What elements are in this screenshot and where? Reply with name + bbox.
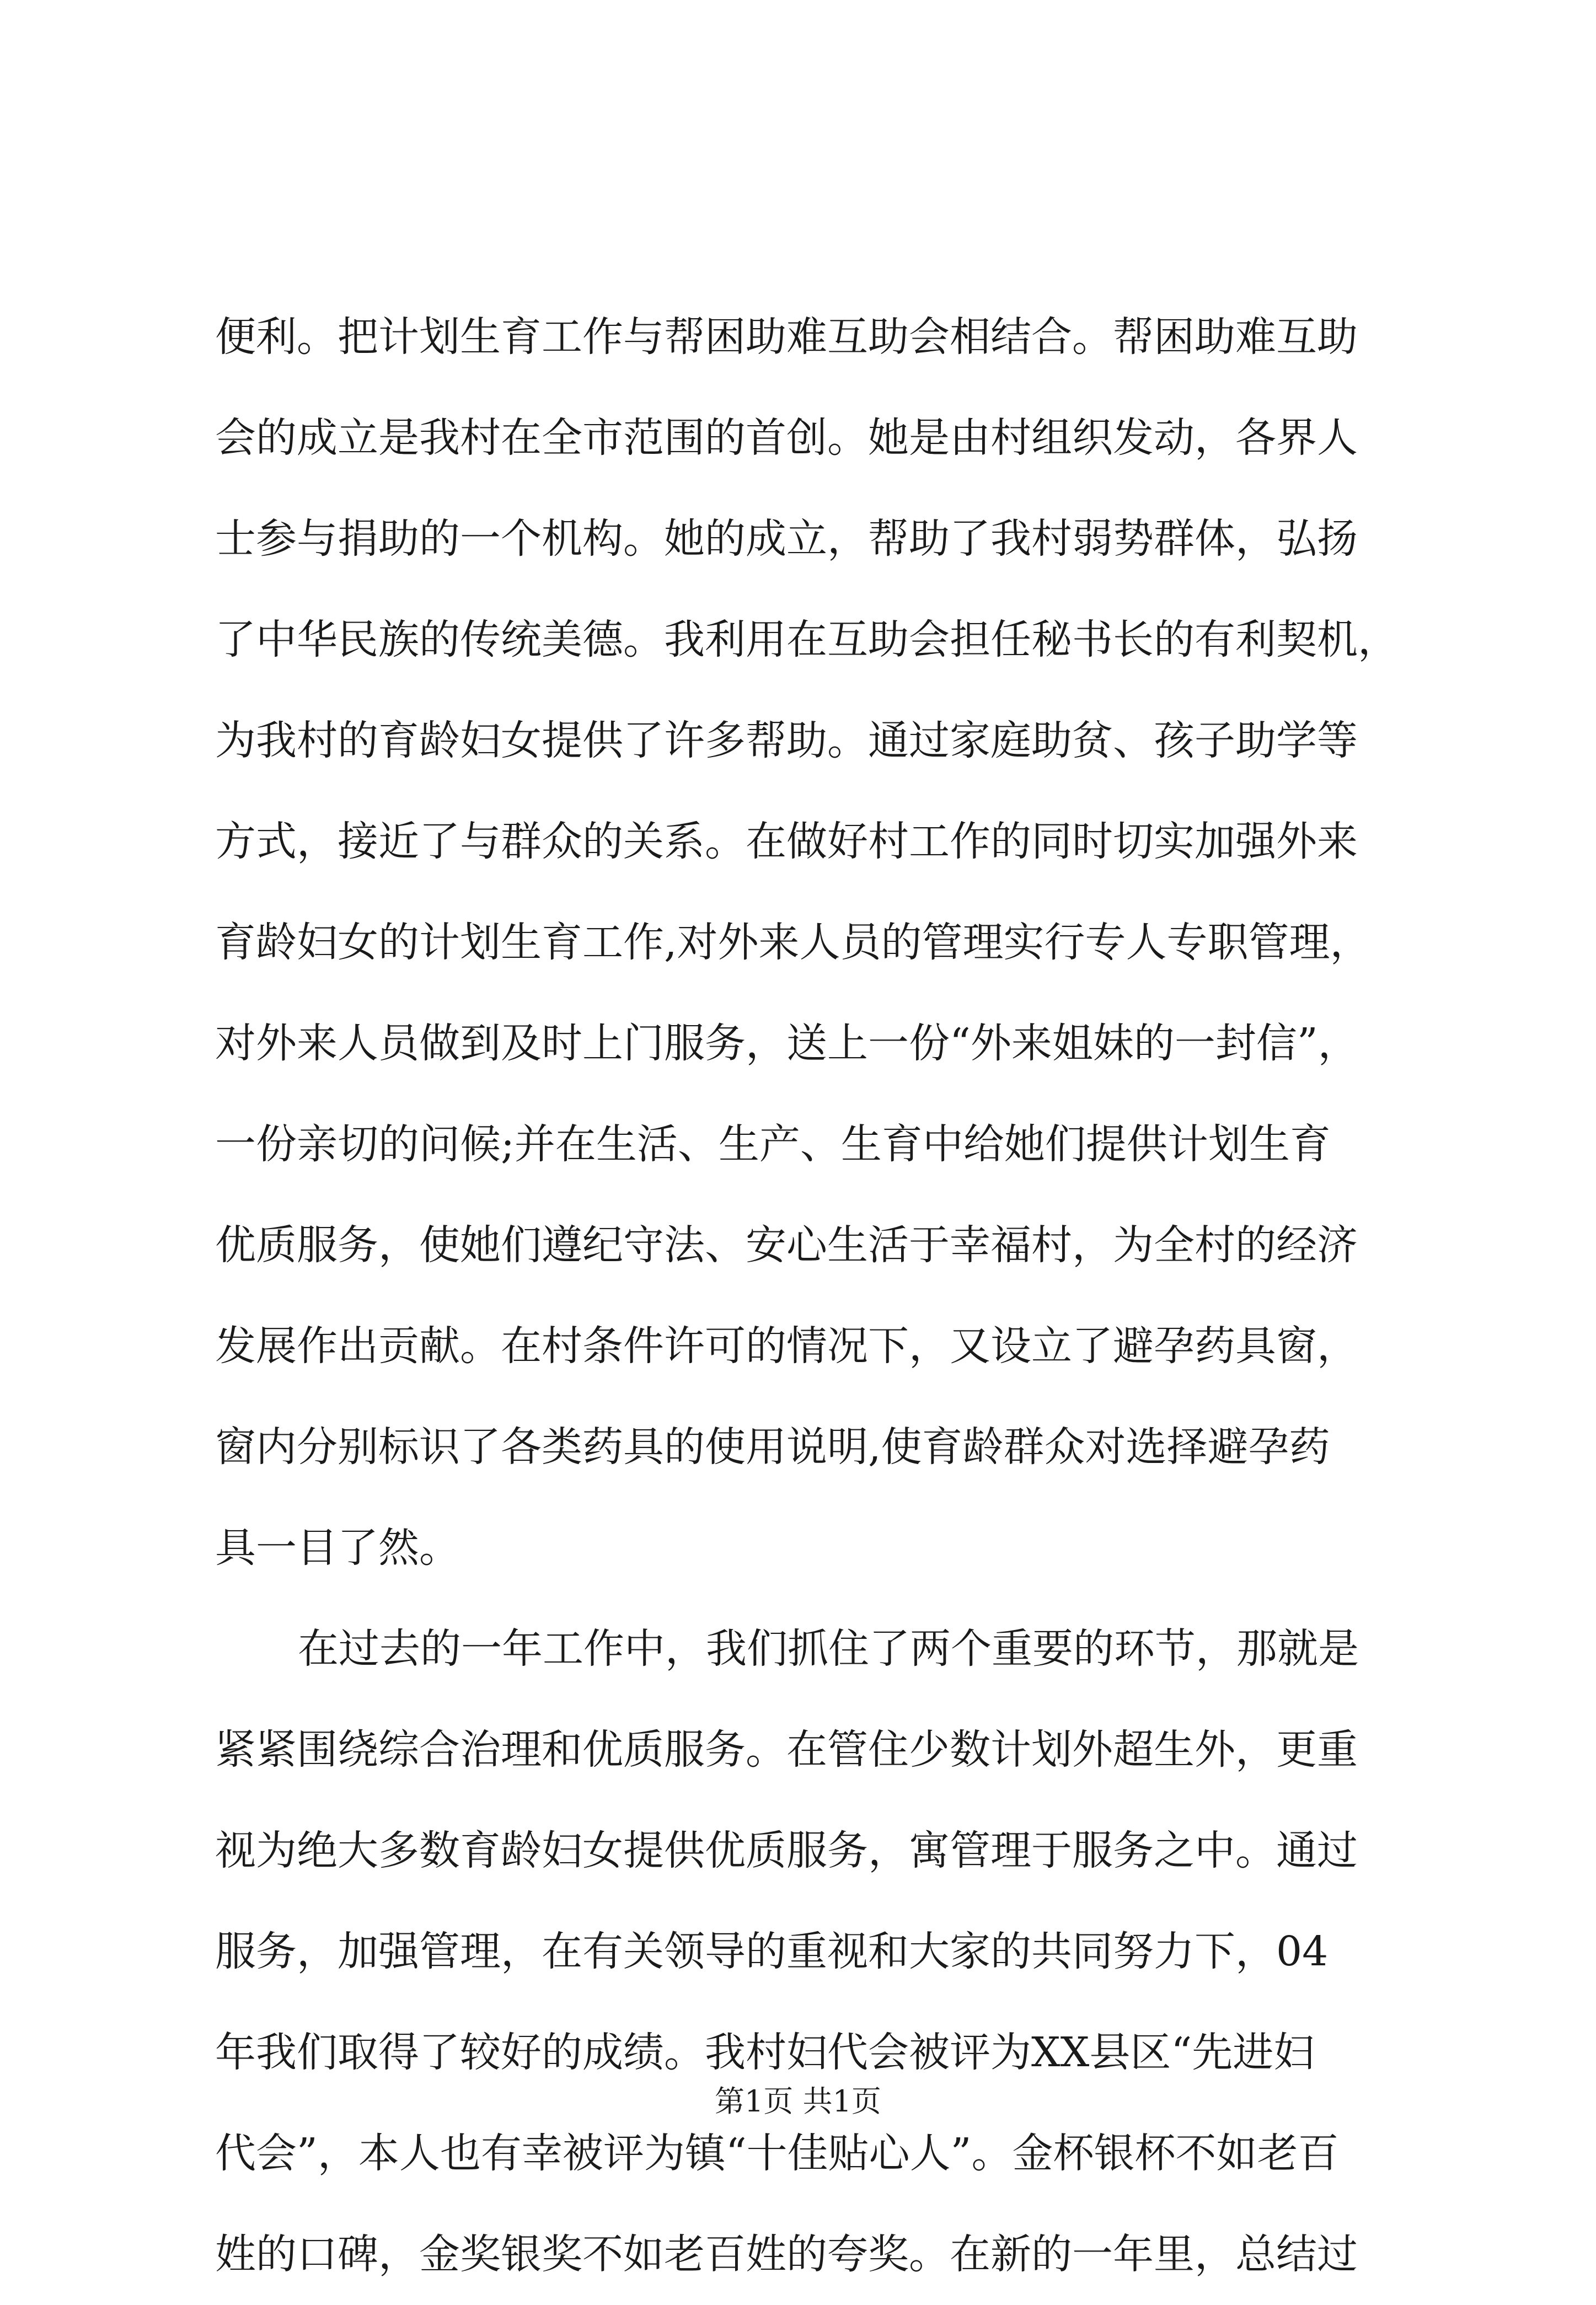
text-line: 具一目了然。 (215, 1524, 460, 1572)
text-line: 会的成立是我村在全市范围的首创。她是由村组织发动，各界人 (215, 414, 1358, 462)
text-line: 士参与捐助的一个机构。她的成立，帮助了我村弱势群体，弘扬 (215, 515, 1358, 562)
text-line: 窗内分别标识了各类药具的使用说明,使育龄群众对选择避孕药 (215, 1423, 1330, 1471)
page-footer: 第1页 共1页 (715, 2084, 881, 2119)
text-line: 优质服务，使她们遵纪守法、安心生活于幸福村，为全村的经济 (215, 1221, 1358, 1269)
text-line: 对外来人员做到及时上门服务，送上一份“外来姐妹的一封信”， (215, 1020, 1359, 1067)
text-line: 了中华民族的传统美德。我利用在互助会担任秘书长的有利契机， (215, 616, 1399, 663)
paragraph-first-line: 在过去的一年工作中，我们抓住了两个重要的环节，那就是 (298, 1625, 1359, 1673)
text-line: 代会”，本人也有幸被评为镇“十佳贴心人”。金杯银杯不如老百 (215, 2130, 1339, 2177)
text-line: 为我村的育龄妇女提供了许多帮助。通过家庭助贫、孩子助学等 (215, 717, 1358, 764)
text-line: 紧紧围绕综合治理和优质服务。在管住少数计划外超生外，更重 (215, 1726, 1358, 1773)
text-line: 服务，加强管理，在有关领导的重视和大家的共同努力下，04 (215, 1928, 1329, 1975)
text-line: 姓的口碑，金奖银奖不如老百姓的夸奖。在新的一年里，总结过 (215, 2231, 1358, 2278)
text-line: 发展作出贡献。在村条件许可的情况下，又设立了避孕药具窗， (215, 1322, 1358, 1370)
text-line: 年我们取得了较好的成绩。我村妇代会被评为XX县区“先进妇 (215, 2029, 1315, 2076)
text-line: 视为绝大多数育龄妇女提供优质服务，寓管理于服务之中。通过 (215, 1827, 1358, 1874)
body-text (215, 287, 1399, 2305)
text-line: 一份亲切的问候;并在生活、生产、生育中给她们提供计划生育 (215, 1121, 1331, 1168)
text-line: 育龄妇女的计划生育工作,对外来人员的管理实行专人专职管理， (215, 919, 1371, 966)
text-line: 便利。把计划生育工作与帮困助难互助会相结合。帮困助难互助 (215, 313, 1358, 361)
text-line: 方式，接近了与群众的关系。在做好村工作的同时切实加强外来 (215, 818, 1358, 865)
